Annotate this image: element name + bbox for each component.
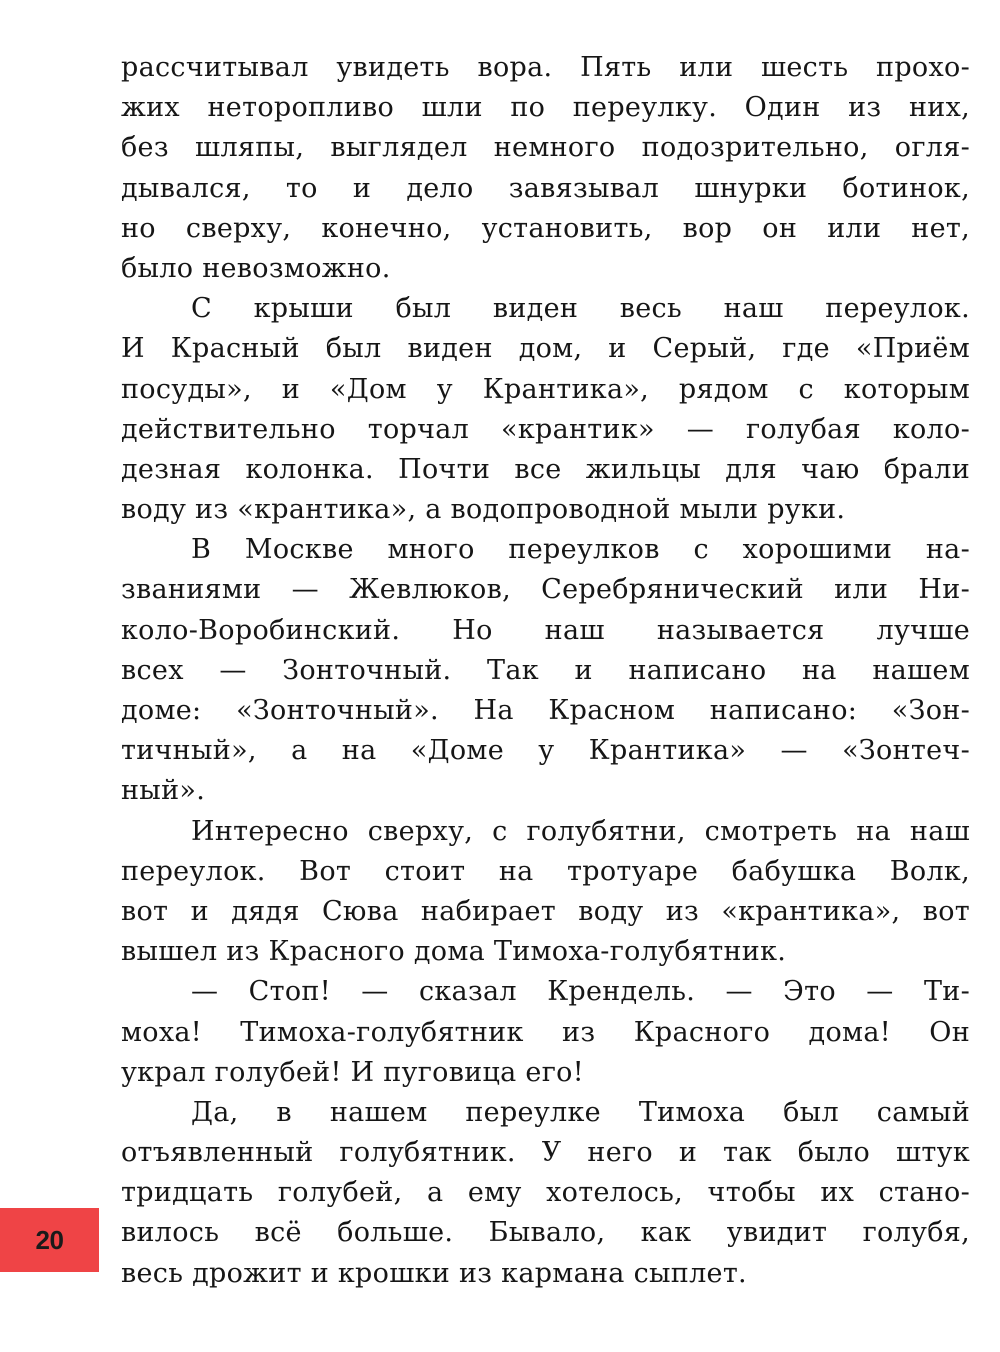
text-line: моха! Тимоха-голубятник из Красного дома! Он bbox=[121, 1016, 970, 1048]
text-line: вилось всё больше. Бывало, как увидит голубя, bbox=[121, 1217, 970, 1249]
text-line: коло-Воробинский. Но наш называется лучше bbox=[121, 614, 970, 646]
text-line: переулок. Вот стоит на тротуаре бабушка Волк, bbox=[121, 855, 970, 887]
paragraph bbox=[121, 1093, 970, 1294]
book-page-text bbox=[121, 48, 970, 1294]
text-line: посуды», и «Дом у Крантика», рядом с которым bbox=[121, 373, 970, 405]
text-line: Интересно сверху, с голубятни, смотреть на наш bbox=[191, 815, 970, 847]
paragraph bbox=[121, 48, 970, 289]
paragraph bbox=[121, 812, 970, 973]
text-line: воду из «крантика», а водопроводной мыли руки. bbox=[121, 494, 846, 526]
text-line: ный». bbox=[121, 775, 206, 807]
text-line: тридцать голубей, а ему хотелось, чтобы их стано- bbox=[121, 1177, 970, 1209]
text-line: Да, в нашем переулке Тимоха был самый bbox=[191, 1096, 970, 1128]
text-line: доме: «Зонточный». На Красном написано: «Зон- bbox=[121, 695, 970, 726]
text-line: званиями — Жевлюков, Серебрянический или Ни- bbox=[121, 574, 970, 606]
text-line: действительно торчал «крантик» — голубая коло- bbox=[121, 413, 970, 445]
text-line: дезная колонка. Почти все жильцы для чаю брали bbox=[121, 453, 970, 485]
text-line: было невозможно. bbox=[121, 252, 391, 284]
text-line: В Москве много переулков с хорошими на- bbox=[191, 534, 970, 566]
text-line: вот и дядя Сюва набирает воду из «крантика», вот bbox=[121, 895, 970, 927]
paragraph bbox=[121, 530, 970, 811]
text-line: И Красный был виден дом, и Серый, где «Приём bbox=[121, 333, 970, 365]
text-line: вышел из Красного дома Тимоха-голубятник. bbox=[121, 936, 787, 968]
paragraph bbox=[121, 289, 970, 530]
page-number-tab bbox=[0, 1208, 99, 1272]
text-line: отъявленный голубятник. У него и так было штук bbox=[121, 1137, 970, 1169]
text-line: — Стоп! — сказал Крендель. — Это — Ти- bbox=[191, 976, 970, 1008]
text-line: жих неторопливо шли по переулку. Один из них, bbox=[121, 92, 970, 124]
text-line: весь дрожит и крошки из кармана сыплет. bbox=[121, 1257, 747, 1289]
text-line: рассчитывал увидеть вора. Пять или шесть прохо- bbox=[121, 52, 970, 83]
text-line: украл голубей! И пуговица его! bbox=[121, 1056, 584, 1088]
text-line: дывался, то и дело завязывал шнурки ботинок, bbox=[121, 172, 970, 204]
page-number: 20 bbox=[35, 1224, 64, 1255]
text-line: но сверху, конечно, установить, вор он или нет, bbox=[121, 212, 970, 244]
text-line: без шляпы, выглядел немного подозрительно, огля- bbox=[121, 132, 970, 164]
text-line: всех — Зонточный. Так и написано на нашем bbox=[121, 654, 970, 686]
text-line: С крыши был виден весь наш переулок. bbox=[191, 293, 970, 325]
paragraph bbox=[121, 972, 970, 1093]
text-line: тичный», а на «Доме у Крантика» — «Зонтеч- bbox=[121, 735, 970, 767]
